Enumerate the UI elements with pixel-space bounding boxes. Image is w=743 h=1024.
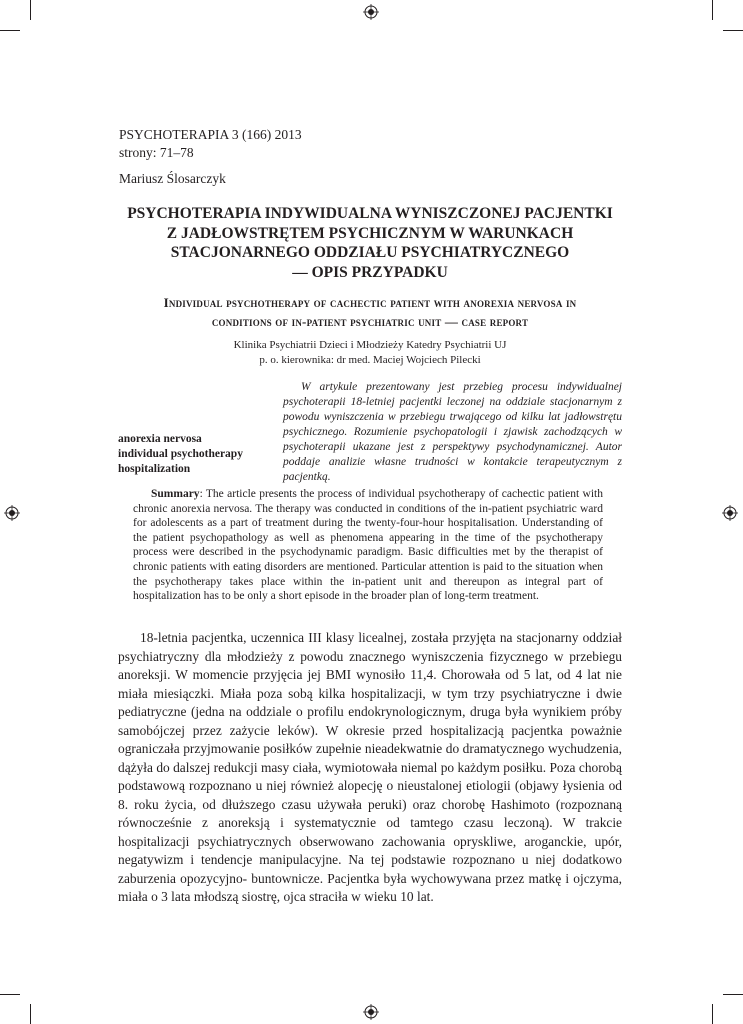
summary: [133, 487, 603, 604]
keyword: hospitalization: [118, 463, 191, 475]
crop-mark-bottom-left-h: [0, 994, 20, 995]
journal-header: [119, 126, 302, 162]
article-title-english: [100, 293, 640, 331]
title-pl-line: — OPIS PRZYPADKU: [292, 263, 448, 281]
registration-mark-icon: [363, 1004, 379, 1020]
author-name: Mariusz Ślosarczyk: [119, 171, 226, 186]
page-range: strony: 71–78: [119, 145, 194, 160]
keyword: individual psychotherapy: [118, 448, 243, 460]
crop-mark-bottom-right-h: [723, 994, 743, 995]
body-paragraph: 18-letnia pacjentka, uczennica III klasy licealnej, została przyjęta na stacjonarny oddział psychiatryczny dla młodzieży z powodu znacznego wyniszczenia fizycznego w przebiegu anoreksji. W momencie przyjęcia jej BMI wynosiło 11,4. Chorowała od 5 lat, od 4 lat nie miała miesiączki. Miała poza sobą kilka hospitalizacji, w tym trzy psychiatryczne i dwie pediatryczne (jedna na oddziale o profilu endokrynologicznym, druga była wynikiem próby samobójczej przez zażycie leków). W okresie przed hospitalizacją pacjentka poważnie ograniczała przyjmowanie posiłków zupełnie nieadekwatnie do dramatycznego wychudzenia, dążyła do dalszej redukcji masy ciała, wymiotowała niemal po każdym posiłku. Poza chorobą podstawową rozpoznano u niej również alopecję o nieustalonej etiologii (objawy łysienia od 8. roku życia, od dłuższego czasu używała peruki) oraz chorobę Hashimoto (rozpoznaną równocześnie z anoreksją i systematycznie od tamtego czasu leczoną). W trakcie hospitalizacji psychiatrycznych obserwowano zachowania opryskliwe, aroganckie, upór, negatywizm i tendencje manipulacyjne. Na tej podstawie rozpoznano u niej dodatkowo zaburzenia opozycyjno- buntownicze. Pacjentka była wychowywana przez matkę i ojczyma, miała o 3 lata młodszą siostrę, ojca straciła w wieku 10 lat.: [118, 630, 622, 904]
crop-mark-bottom-right: [712, 1004, 713, 1024]
title-pl-line: STACJONARNEGO ODDZIAŁU PSYCHIATRYCZNEGO: [170, 244, 570, 261]
summary-text: : The article presents the process of individual psychotherapy of cachectic patient with chronic anorexia nervosa. The therapy was conducted in conditions of the in-patient psychiatric ward for adolescents as a part of treatment during the twenty-four-hour hospitalisation. Understanding of the patient psychopathology as well as phenomena appearing in the time of the psychotherapy process were described in the psychodynamic paradigm. Basic difficulties met by the therapist of chronic patients with eating disorders are mentioned. Particular attention is paid to the situation when the psychotherapy takes place within the in-patient unit and thereupon as integral part of hospitalization has to be only a short episode in the broader plan of long-term treatment.: [133, 488, 603, 603]
keyword: anorexia nervosa: [118, 433, 202, 445]
crop-mark-top-right-h: [723, 30, 743, 31]
title-pl-line: Z JADŁOWSTRĘTEM PSYCHICZNYM W WARUNKACH: [166, 224, 574, 242]
crop-mark-bottom-left: [30, 1004, 31, 1024]
title-pl-line: PSYCHOTERAPIA INDYWIDUALNA WYNISZCZONEJ PACJENTKI: [127, 205, 613, 222]
registration-mark-icon: [722, 505, 738, 521]
title-en-line: Individual psychotherapy of cachectic patient with anorexia nervosa in: [163, 295, 577, 310]
keywords: [118, 432, 243, 477]
affiliation-institution: Klinika Psychiatrii Dzieci i Młodzieży Katedry Psychiatrii UJ: [233, 339, 507, 351]
registration-mark-icon: [4, 505, 20, 521]
affiliation-head: p. o. kierownika: dr med. Maciej Wojciech Pilecki: [259, 354, 481, 366]
article-title-polish: [100, 204, 640, 282]
crop-mark-top-right: [712, 0, 713, 20]
crop-mark-top-left: [30, 0, 31, 20]
crop-mark-top-left-h: [0, 30, 20, 31]
summary-label: Summary: [151, 488, 200, 500]
abstract-polish: W artykule prezentowany jest przebieg procesu indywidualnej psychoterapii 18-letniej pacjentki leczonej na oddziale stacjonarnym z powodu wyniszczenia w przebiegu trwającego od kilku lat jadłowstrętu psychicznego. Rozumienie psychopatologii i zjawisk zachodzących w psychoterapii ukazane jest z perspektywy psychodynamicznej. Autor poddaje analizie własne trudności w kontakcie terapeutycznym z pacjentką.: [283, 381, 622, 483]
registration-mark-icon: [363, 4, 379, 20]
journal-issue: PSYCHOTERAPIA 3 (166) 2013: [119, 127, 302, 142]
title-en-line: conditions of in-patient psychiatric unit — case report: [211, 314, 529, 329]
affiliation: [150, 338, 590, 368]
